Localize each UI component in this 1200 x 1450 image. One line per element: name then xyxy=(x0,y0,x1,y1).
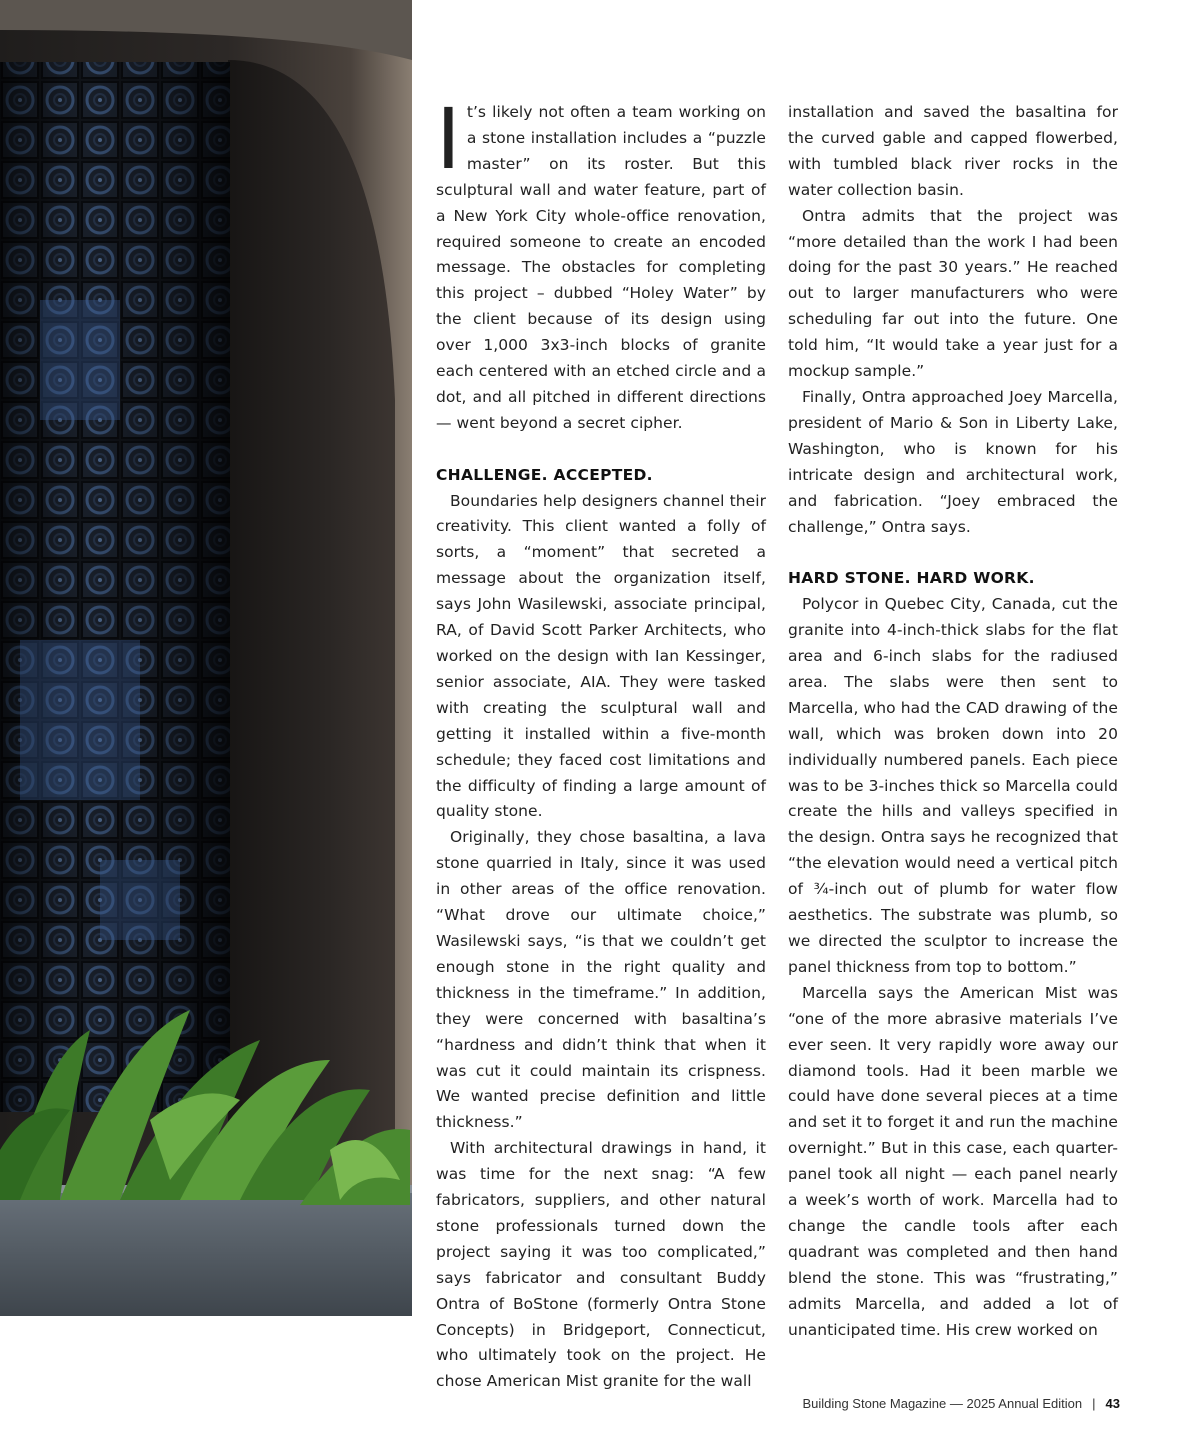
paragraph-polycor: Polycor in Quebec City, Canada, cut the granite into 4-inch-thick slabs for the flat area and 6-inch slabs for the radiused area. The slabs were then sent to Marcella, who had the CAD drawing of the wall, which was broken down into 20 individually numbered panels. Each piece was to be 3-inches thick so Marcella could create the hills and valleys specified in the design. Ontra says he recognized that “the elevation would need a vertical pitch of ¾-inch out of plumb for water flow aesthetics. The substrate was plumb, so we directed the sculptor to increase the panel thickness from top to bottom.” xyxy=(788,595,1118,976)
section-heading-hard-stone: HARD STONE. HARD WORK. xyxy=(788,569,1035,588)
paragraph-american-mist: Marcella says the American Mist was “one of the more abrasive materials I’ve ever seen. It very rapidly wore away our diamond tools. Had it been marble we could have done several pieces at a time and set it to forget it and run the machine overnight.” But in this case, each quarter-panel took all night — each panel nearly a week’s worth of work. Marcella had to change the candle tools after each quadrant was completed and then hand blend the stone. This was “frustrating,” admits Marcella, and added a lot of unanticipated time. His crew worked on xyxy=(788,983,1118,1339)
article-column-right xyxy=(788,100,1118,1343)
intro-text: t’s likely not often a team working on a stone installation includes a “puzzle master” on its roster. But this sculptural wall and water feature, part of a New York City whole-office renovation, required someone to create an encoded message. The obstacles for completing this project – dubbed “Holey Water” by the client because of its design using over 1,000 3x3-inch blocks of granite each centered with an etched circle and a dot, and all pitched in different directions — went beyond a secret cipher. xyxy=(436,103,766,432)
page-number: 43 xyxy=(1105,1396,1120,1411)
paragraph-basaltina: Originally, they chose basaltina, a lava stone quarried in Italy, since it was used in other areas of the office renovation. “What drove our ultimate choice,” Wasilewski says, “is that we couldn’t get enough stone in the right quality and thickness in the timeframe.” In addition, they were concerned with basaltina’s “hardness and didn’t think that when it was cut it could maintain its crispness. We wanted precise definition and little thickness.” xyxy=(436,828,766,1132)
section-heading-challenge: CHALLENGE. ACCEPTED. xyxy=(436,465,653,484)
paragraph-marcella: Finally, Ontra approached Joey Marcella, president of Mario & Son in Liberty Lake, Washington, who is known for his intricate design and architectural work, and fabrication. “Joey embraced the challenge,” Ontra says. xyxy=(788,387,1118,536)
page-footer xyxy=(802,1396,1120,1411)
footer-separator: | xyxy=(1092,1396,1096,1411)
paragraph-drawings: With architectural drawings in hand, it was time for the next snag: “A few fabricators, suppliers, and other natural stone professionals turned down the project saying it was too complicated,” says fabricator and consultant Buddy Ontra of BoStone (formerly Ontra Stone Concepts) in Bridgeport, Connecticut, who ultimately took on the project. He chose American Mist granite for the wall xyxy=(436,1139,766,1391)
paragraph-ontra-admits: Ontra admits that the project was “more detailed than the work I had been doing for the past 30 years.” He reached out to larger manufacturers who were scheduling far out into the future. One told him, “It would take a year just for a mockup sample.” xyxy=(788,206,1118,381)
publication-name: Building Stone Magazine — 2025 Annual Edition xyxy=(802,1396,1083,1411)
article-column-left xyxy=(436,90,766,1395)
drop-cap: I xyxy=(436,90,461,188)
paragraph-installation: installation and saved the basaltina for the curved gable and capped flowerbed, with tumbled black river rocks in the water collection basin. xyxy=(788,103,1118,199)
water-feature-photo xyxy=(0,0,412,1316)
paragraph-boundaries: Boundaries help designers channel their creativity. This client wanted a folly of sorts, a “moment” that secreted a message about the organization itself, says John Wasilewski, associate principal, RA, of David Scott Parker Architects, who worked on the design with Ian Kessinger, senior associate, AIA. They were tasked with creating the sculptural wall and getting it installed within a five-month schedule; they faced cost limitations and the difficulty of finding a large amount of quality stone. xyxy=(436,491,766,821)
intro-paragraph xyxy=(436,90,766,437)
